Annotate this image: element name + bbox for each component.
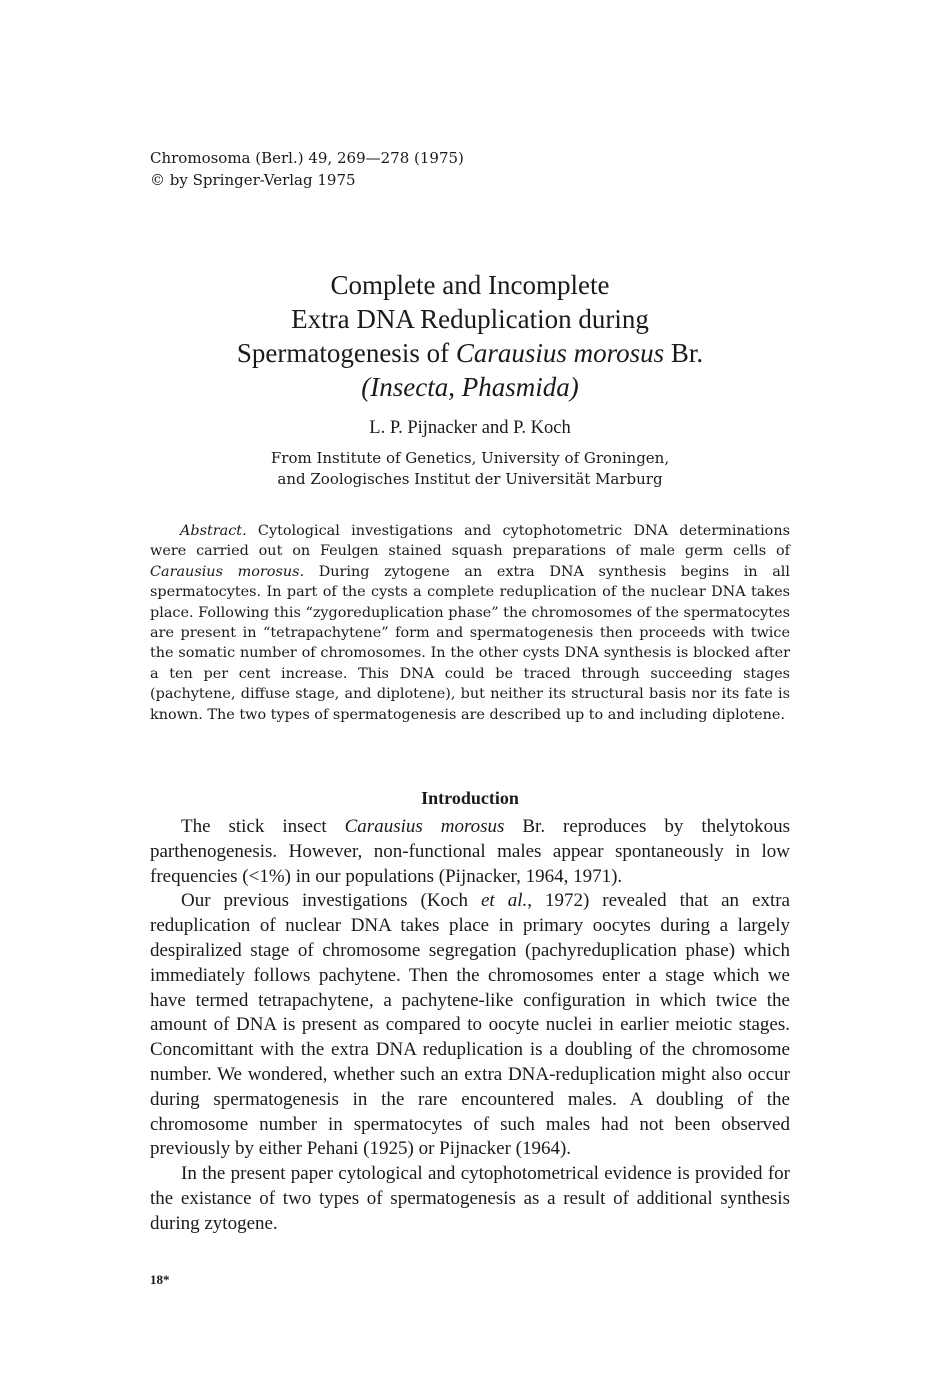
abstract-text-part-1: Cytological investigations and cytophotometric DNA determinations were carried out on Feulgen stained squash preparations of male germ cells of (150, 523, 790, 560)
title-species-name: Carausius morosus (455, 338, 665, 368)
introduction-paragraph-3: In the present paper cytological and cytophotometrical evidence is provided for the existance of two types of spermatogenesis as a result of additional synthesis during zytogene. (150, 1163, 790, 1234)
abstract-text-part-2: During zytogene an extra DNA synthesis begins in all spermatocytes. In part of the cysts a complete reduplication of the nuclear DNA takes place. Following this “zygoreduplication phase” the chromosomes of the spermatocytes are present in “tetrapachytene” form and spermatogenesis then proceeds with twice the somatic number of chromosomes. In the other cysts DNA synthesis is blocked after a ten per cent increase. This DNA could be traced through succeeding stages (pachytene, diffuse stage, and diplotene), but neither its structural basis nor its fate is known. The two types of spermatogenesis are described up to and including diplotene. (150, 563, 790, 723)
intro-p2-text-b: , 1972) revealed that an extra reduplication of nuclear DNA takes place in primary oocytes during a largely despiralized stage of chromosome segregation (pachyreduplication phase) which immediately follows pachytene. Then the chromosomes enter a stage which we have termed tetrapachytene, a pachytene-like configuration in which twice the amount of DNA is present as compared to oocyte nuclei in earlier meiotic stages. Concomittant with the extra DNA reduplication is a doubling of the chromosome number. We wondered, whether such an extra DNA-reduplication might also occur during spermatogenesis in the rare encountered males. A doubling of the chromosome number in spermatocytes of such males had not been observed previously by either Pehani (1925) or Pijnacker (1964). (150, 890, 790, 1160)
title-line-4 (150, 370, 790, 404)
introduction-body (150, 815, 790, 1237)
intro-p1-text-a: The stick insect (181, 816, 345, 837)
introduction-heading: Introduction (421, 788, 519, 808)
intro-p2-etal: et al. (480, 890, 528, 912)
journal-header (150, 147, 464, 191)
affiliation-line-2: and Zoologisches Institut der Universität Marburg (277, 470, 663, 488)
abstract-species-name: Carausius morosus. (150, 563, 305, 580)
title-line-1: Complete and Incomplete (330, 270, 610, 300)
title-block (150, 268, 790, 490)
abstract-paragraph (150, 521, 790, 725)
intro-p1-species: Carausius morosus (344, 816, 505, 837)
abstract-label: Abstract. (180, 523, 247, 539)
affiliation-line-1: From Institute of Genetics, University of Groningen, (270, 449, 670, 467)
intro-p1-text-b: Br. reproduces by thelytokous parthenogenesis. However, non-functional males appear spontaneously in low frequencies (<1%) in our populations (Pijnacker, 1964, 1971). (150, 816, 790, 887)
introduction-paragraph-1 (150, 815, 790, 889)
affiliation (150, 448, 790, 490)
title-line-2: Extra DNA Reduplication during (291, 304, 649, 334)
title-line-3 (150, 336, 790, 370)
title-line-3-suffix: Br. (664, 338, 704, 368)
authors: L. P. Pijnacker and P. Koch (369, 418, 571, 438)
title-line-3-prefix: Spermatogenesis of (236, 338, 456, 368)
title-taxon: (Insecta, Phasmida) (361, 372, 579, 402)
journal-citation: Chromosoma (Berl.) 49, 269—278 (1975) (150, 149, 464, 167)
introduction-paragraph-2 (150, 889, 790, 1162)
signature-mark: 18* (150, 1272, 170, 1287)
abstract (150, 521, 790, 725)
intro-p2-text-a: Our previous investigations (Koch (181, 890, 481, 912)
copyright-notice: © by Springer-Verlag 1975 (150, 171, 356, 189)
